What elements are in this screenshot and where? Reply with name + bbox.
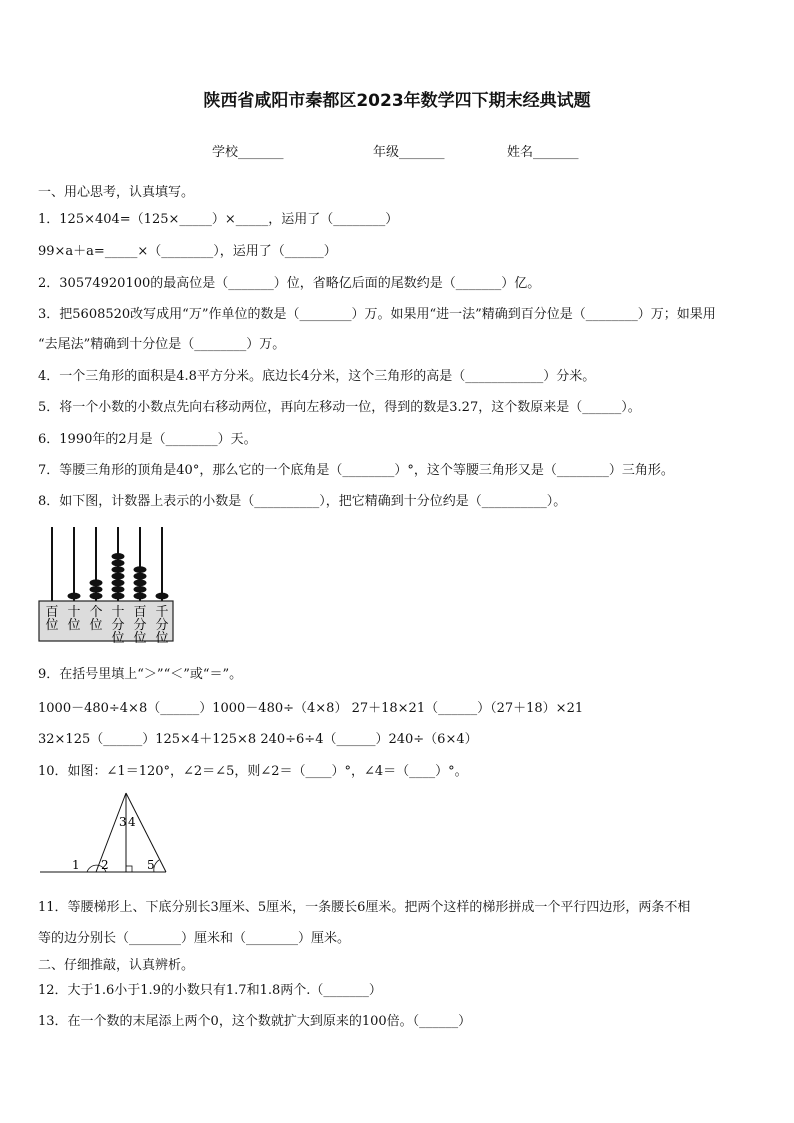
school-field: 学校_______ xyxy=(212,145,284,160)
angle-4-label: 4 xyxy=(128,815,136,829)
question-13: 13．在一个数的末尾添上两个0，这个数就扩大到原来的100倍。（______） xyxy=(38,1014,472,1029)
question-11-line-1: 11．等腰梯形上、下底分别长3厘米、5厘米，一条腰长6厘米。把两个这样的梯形拼成一个平行四边形，两条不相 xyxy=(38,900,691,915)
question-1-line-1: 1．125×404=（125×_____）×_____，运用了（________） xyxy=(38,212,399,227)
question-5: 5．将一个小数的小数点先向右移动两位，再向左移动一位，得到的数是3.27，这个数原来是（______）。 xyxy=(38,400,641,415)
abacus-label-char: 分 xyxy=(133,618,147,633)
abacus-bead xyxy=(90,579,103,586)
angle-5-label: 5 xyxy=(147,858,155,872)
abacus-bead xyxy=(90,593,103,600)
section-2-heading: 二、仔细推敲，认真辨析。 xyxy=(38,958,195,973)
abacus-bead xyxy=(112,579,125,586)
question-8: 8．如下图，计数器上表示的小数是（__________），把它精确到十分位约是（__________）。 xyxy=(38,494,567,509)
triangle-figure xyxy=(38,790,178,875)
question-12: 12．大于1.6小于1.9的小数只有1.7和1.8两个.（_______） xyxy=(38,983,382,998)
abacus-label-char: 个 xyxy=(89,605,103,620)
abacus-figure xyxy=(38,525,174,643)
abacus-label-char: 千 xyxy=(155,605,169,620)
abacus-label-char: 十 xyxy=(67,605,81,620)
abacus-bead xyxy=(156,593,169,600)
abacus-label-char: 分 xyxy=(155,618,169,633)
abacus-bead xyxy=(112,586,125,593)
abacus-bead xyxy=(112,593,125,600)
abacus-bead xyxy=(68,593,81,600)
abacus-bead xyxy=(134,579,147,586)
question-1-line-2: 99×a＋a=_____×（________），运用了（______） xyxy=(38,244,337,259)
question-2: 2．30574920100的最高位是（_______）位，省略亿后面的尾数约是（_______）亿。 xyxy=(38,276,541,291)
abacus-bead xyxy=(112,553,125,560)
question-7: 7．等腰三角形的顶角是40°，那么它的一个底角是（________）°，这个等腰三角形又是（________）三角形。 xyxy=(38,463,674,478)
triangle-right-side xyxy=(126,793,166,872)
abacus-bead xyxy=(134,593,147,600)
abacus-rods xyxy=(52,527,169,601)
angle-3-label: 3 xyxy=(119,815,127,829)
abacus-label-char: 位 xyxy=(45,618,59,633)
question-6: 6．1990年的2月是（________）天。 xyxy=(38,432,257,447)
angle-1-label: 1 xyxy=(72,858,80,872)
angle-2-label: 2 xyxy=(101,858,109,872)
question-9-row-2: 32×125（______）125×4＋125×8 240÷6÷4（______）240÷（6×4） xyxy=(38,732,478,747)
question-4: 4．一个三角形的面积是4.8平方分米。底边长4分米，这个三角形的高是（____________）分米。 xyxy=(38,369,596,384)
abacus-label-char: 位 xyxy=(67,618,81,633)
abacus-label-char: 位 xyxy=(155,631,169,643)
abacus-bead xyxy=(134,573,147,580)
abacus-bead xyxy=(90,586,103,593)
question-11-line-2: 等的边分别长（________）厘米和（________）厘米。 xyxy=(38,931,351,946)
abacus-label-char: 十 xyxy=(111,605,125,620)
question-3-line-1: 3．把5608520改写成用“万”作单位的数是（________）万。如果用“进一法”精确到百分位是（________）万；如果用 xyxy=(38,307,716,322)
abacus-bead xyxy=(112,573,125,580)
page-title: 陕西省咸阳市秦都区2023年数学四下期末经典试题 xyxy=(203,91,591,111)
name-field: 姓名_______ xyxy=(507,145,579,160)
right-angle-mark xyxy=(126,866,132,872)
question-9-row-1: 1000－480÷4×8（______）1000－480÷（4×8） 27＋18×21（______）（27＋18）×21 xyxy=(38,701,584,716)
abacus-label-char: 位 xyxy=(111,631,125,643)
abacus-label-char: 位 xyxy=(133,631,147,643)
abacus-bead xyxy=(134,586,147,593)
question-10: 10．如图：∠1＝120°，∠2＝∠5，则∠2＝（____）°，∠4＝（____）°。 xyxy=(38,764,468,779)
abacus-label-char: 百 xyxy=(133,605,147,620)
section-1-heading: 一、用心思考，认真填写。 xyxy=(38,185,195,200)
abacus-label-char: 位 xyxy=(89,618,103,633)
question-9: 9．在括号里填上“＞”“＜”或“＝”。 xyxy=(38,667,243,682)
abacus-label-char: 百 xyxy=(45,605,59,620)
abacus-bead xyxy=(112,560,125,567)
abacus-label-char: 分 xyxy=(111,618,125,633)
abacus-base xyxy=(39,601,173,641)
abacus-bead xyxy=(112,566,125,573)
question-3-line-2: “去尾法”精确到十分位是（________）万。 xyxy=(38,337,286,352)
abacus-bead xyxy=(134,566,147,573)
grade-field: 年级_______ xyxy=(373,145,445,160)
